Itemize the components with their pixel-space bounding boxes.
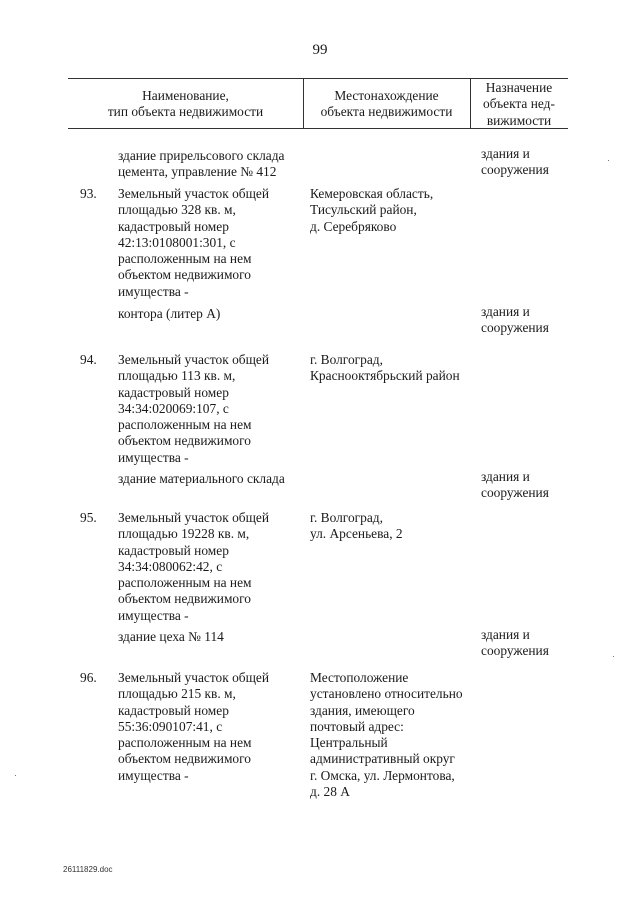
location: Местоположение установлено относительно здания, имеющего почтовый адрес: Центральный административный округ г. Омска, ул. Лермонтова, д. 28 А [310,670,463,800]
location: г. Волгоград, Краснооктябрьский район [310,352,460,384]
building: контора (литер А) [118,306,221,321]
carryover-purpose: здания и сооружения [481,146,549,178]
building: здание цеха № 114 [118,629,224,644]
document-filename: 26111829.doc [63,865,113,874]
building: здание материального склада [118,471,285,486]
header-top-rule [68,78,568,79]
row-number: 94. [80,352,97,367]
carryover-building: здание прирельсового склада цемента, управление № 412 [118,148,285,180]
purpose: здания и сооружения [481,627,549,659]
location: Кемеровская область, Тисульский район, д. Серебряково [310,186,434,234]
header-name-type: Наименование, тип объекта недвижимости [107,88,264,120]
scan-speck [15,775,16,776]
scan-speck [608,160,609,161]
purpose: здания и сооружения [481,469,549,501]
location: г. Волгоград, ул. Арсеньева, 2 [310,510,403,542]
page-number: 99 [312,42,328,58]
row-number: 93. [80,186,97,201]
row-number: 95. [80,510,97,525]
land-description: Земельный участок общей площадью 328 кв. м, кадастровый номер 42:13:0108001:301, с расположенным на нем объектом недвижимого имущества - [118,186,270,299]
scan-speck [613,656,614,657]
land-description: Земельный участок общей площадью 113 кв. м, кадастровый номер 34:34:020069:107, с расположенным на нем объектом недвижимого имущества - [118,352,270,465]
land-description: Земельный участок общей площадью 19228 кв. м, кадастровый номер 34:34:080062:42, с расположенным на нем объектом недвижимого имущества - [118,510,270,623]
header-location: Местонахождение объекта недвижимости [320,88,453,120]
header-purpose: Назначение объекта нед- вижимости [483,80,555,128]
land-description: Земельный участок общей площадью 215 кв. м, кадастровый номер 55:36:090107:41, с расположенным на нем объектом недвижимого имущества - [118,670,270,783]
row-number: 96. [80,670,97,685]
purpose: здания и сооружения [481,304,549,336]
